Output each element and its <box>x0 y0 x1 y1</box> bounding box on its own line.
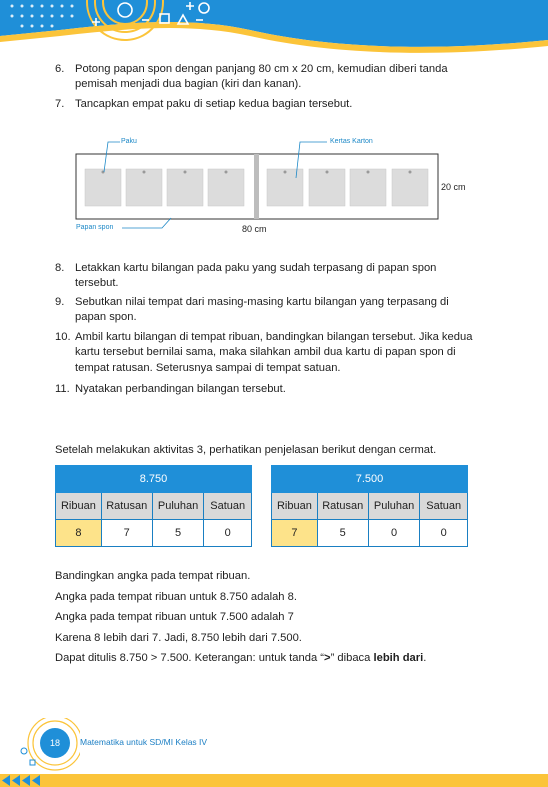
card-slot <box>126 169 162 206</box>
step-number: 8. <box>55 262 65 274</box>
step-text: Letakkan kartu bilangan pada paku yang sudah terpasang di papan spon tersebut. <box>75 262 437 290</box>
column-ribuan: Ribuan <box>272 493 318 520</box>
header-decoration <box>0 0 548 62</box>
column-ribuan: Ribuan <box>56 493 102 520</box>
step-text: Ambil kartu bilangan di tempat ribuan, bandingkan bilangan tersebut. Jika kedua kartu tersebut bernilai sama, maka silahkan ambil dua kartu di papan spon di tempat ratusan. Seterusnya sampai di tempat satuan. <box>75 331 473 374</box>
nail <box>409 171 412 174</box>
explanation-line: Angka pada tempat ribuan untuk 7.500 adalah 7 <box>55 611 294 623</box>
conclusion-end: . <box>423 652 427 664</box>
table-title: 7.500 <box>272 466 468 493</box>
step-number: 7. <box>55 98 65 110</box>
value-ratusan: 5 <box>317 520 368 547</box>
explanation-line: Karena 8 lebih dari 7. Jadi, 8.750 lebih dari 7.500. <box>55 632 302 644</box>
table-title: 8.750 <box>56 466 252 493</box>
value-satuan: 0 <box>204 520 252 547</box>
step-number: 9. <box>55 296 65 308</box>
explanation-conclusion <box>55 652 426 664</box>
nail <box>225 171 228 174</box>
step-text: Sebutkan nilai tempat dari masing-masing kartu bilangan yang terpasang di papan spon. <box>75 296 449 324</box>
value-ribuan: 8 <box>56 520 102 547</box>
step-11 <box>55 382 473 397</box>
sponge-board-svg <box>74 134 474 244</box>
height-label: 20 cm <box>441 182 466 192</box>
explanation-line: Bandingkan angka pada tempat ribuan. <box>55 570 251 582</box>
step-8 <box>55 261 473 292</box>
column-puluhan: Puluhan <box>152 493 204 520</box>
card-slot <box>267 169 303 206</box>
card-slot <box>309 169 345 206</box>
greater-than-symbol: > <box>324 652 331 664</box>
step-number: 11. <box>55 383 70 395</box>
column-satuan: Satuan <box>204 493 252 520</box>
value-ratusan: 7 <box>101 520 152 547</box>
label-paku: Paku <box>121 138 137 145</box>
value-puluhan: 0 <box>368 520 420 547</box>
footer-arrows-icon <box>0 774 48 787</box>
card-slot <box>85 169 121 206</box>
page-number: 18 <box>40 728 70 758</box>
card-slot <box>167 169 203 206</box>
step-7 <box>55 97 473 112</box>
place-value-table-7500 <box>271 465 468 547</box>
conclusion-text: ” dibaca <box>330 652 374 664</box>
place-value-table-8750 <box>55 465 252 547</box>
card-slot <box>392 169 428 206</box>
nail <box>284 171 287 174</box>
explanation-line: Angka pada tempat ribuan untuk 8.750 adalah 8. <box>55 591 297 603</box>
step-10 <box>55 330 473 376</box>
footer-strip <box>0 774 548 787</box>
label-kertas-karton: Kertas Karton <box>330 138 373 145</box>
column-satuan: Satuan <box>420 493 468 520</box>
sponge-board-diagram <box>74 134 474 244</box>
step-number: 6. <box>55 63 65 75</box>
column-ratusan: Ratusan <box>317 493 368 520</box>
explanation <box>55 570 495 670</box>
step-9 <box>55 295 473 326</box>
value-puluhan: 5 <box>152 520 204 547</box>
column-ratusan: Ratusan <box>101 493 152 520</box>
table-header-row <box>56 493 252 520</box>
nail <box>184 171 187 174</box>
table-value-row <box>56 520 252 547</box>
value-satuan: 0 <box>420 520 468 547</box>
intro-text: Setelah melakukan aktivitas 3, perhatikan penjelasan berikut dengan cermat. <box>55 444 437 456</box>
width-label: 80 cm <box>242 224 267 234</box>
table-value-row <box>272 520 468 547</box>
card-slot <box>350 169 386 206</box>
card-slot <box>208 169 244 206</box>
board-divider <box>254 154 259 219</box>
step-text: Nyatakan perbandingan bilangan tersebut. <box>75 383 286 395</box>
book-title: Matematika untuk SD/MI Kelas IV <box>80 737 208 747</box>
nail <box>326 171 329 174</box>
conclusion-text: Dapat ditulis 8.750 > 7.500. Keterangan: untuk tanda “ <box>55 652 325 664</box>
column-puluhan: Puluhan <box>368 493 420 520</box>
table-header-row <box>272 493 468 520</box>
nail <box>367 171 370 174</box>
conclusion-bold: lebih dari <box>373 652 424 664</box>
step-text: Tancapkan empat paku di setiap kedua bagian tersebut. <box>75 98 353 110</box>
step-number: 10. <box>55 331 71 343</box>
label-papan-spon: Papan spon <box>76 224 114 231</box>
step-6 <box>55 62 473 93</box>
value-ribuan: 7 <box>272 520 318 547</box>
nail <box>143 171 146 174</box>
step-text: Potong papan spon dengan panjang 80 cm x 20 cm, kemudian diberi tanda pemisah menjadi dua bagian (kiri dan kanan). <box>75 63 448 91</box>
